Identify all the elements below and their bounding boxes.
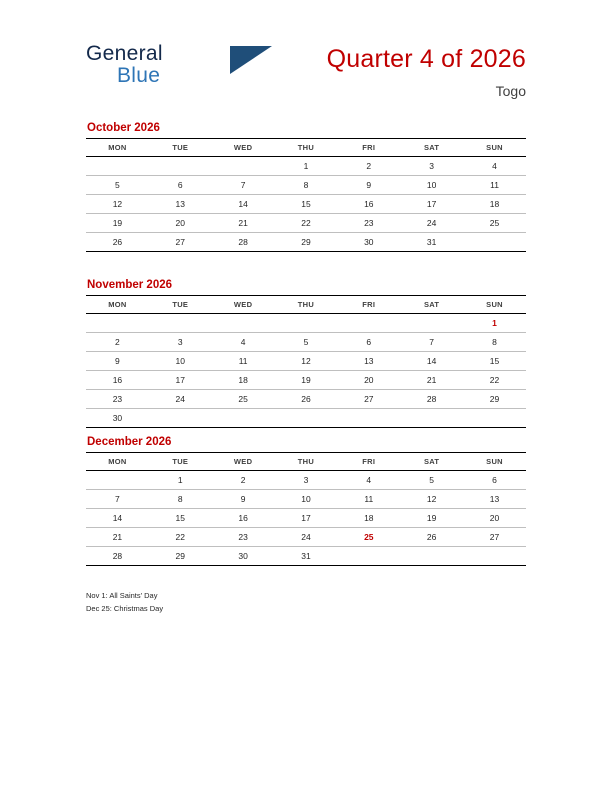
day-cell-empty	[275, 409, 338, 428]
weekday-header: MON	[86, 296, 149, 314]
week-row	[86, 471, 526, 490]
weekday-header: TUE	[149, 139, 212, 157]
weekday-header: THU	[275, 296, 338, 314]
weekday-header: MON	[86, 453, 149, 471]
day-cell: 19	[86, 214, 149, 233]
page-title: Quarter 4 of 2026	[326, 45, 526, 73]
weekday-header: WED	[212, 139, 275, 157]
day-cell: 8	[149, 490, 212, 509]
day-cell: 11	[337, 490, 400, 509]
day-cell: 4	[212, 333, 275, 352]
day-cell: 4	[463, 157, 526, 176]
day-cell: 15	[275, 195, 338, 214]
day-cell: 28	[86, 547, 149, 566]
day-cell: 31	[275, 547, 338, 566]
day-cell: 10	[275, 490, 338, 509]
day-cell: 2	[86, 333, 149, 352]
day-cell: 3	[149, 333, 212, 352]
week-row	[86, 352, 526, 371]
day-cell: 30	[337, 233, 400, 252]
day-cell: 9	[86, 352, 149, 371]
day-cell: 26	[400, 528, 463, 547]
day-cell: 27	[337, 390, 400, 409]
day-cell: 20	[149, 214, 212, 233]
day-cell: 9	[337, 176, 400, 195]
day-cell: 6	[337, 333, 400, 352]
day-cell: 13	[337, 352, 400, 371]
weekday-header: SAT	[400, 296, 463, 314]
day-cell: 7	[212, 176, 275, 195]
month-block-october	[86, 122, 526, 252]
day-cell: 22	[275, 214, 338, 233]
day-cell-empty	[86, 471, 149, 490]
weekday-header: TUE	[149, 453, 212, 471]
day-cell: 12	[400, 490, 463, 509]
day-cell: 24	[400, 214, 463, 233]
day-cell: 12	[86, 195, 149, 214]
day-cell-empty	[212, 314, 275, 333]
day-cell: 17	[149, 371, 212, 390]
week-row	[86, 233, 526, 252]
weekday-header-row	[86, 296, 526, 314]
day-cell-empty	[86, 314, 149, 333]
day-cell: 16	[86, 371, 149, 390]
day-cell: 22	[149, 528, 212, 547]
week-row	[86, 409, 526, 428]
day-cell: 25	[463, 214, 526, 233]
weekday-header: MON	[86, 139, 149, 157]
day-cell: 26	[275, 390, 338, 409]
week-row	[86, 176, 526, 195]
day-cell: 19	[400, 509, 463, 528]
day-cell: 11	[463, 176, 526, 195]
day-cell: 2	[337, 157, 400, 176]
week-row	[86, 528, 526, 547]
month-table	[86, 295, 526, 428]
day-cell: 20	[337, 371, 400, 390]
day-cell: 10	[400, 176, 463, 195]
weekday-header: SUN	[463, 453, 526, 471]
day-cell: 18	[212, 371, 275, 390]
day-cell: 26	[86, 233, 149, 252]
day-cell: 8	[463, 333, 526, 352]
day-cell: 5	[275, 333, 338, 352]
day-cell: 23	[86, 390, 149, 409]
month-title: November 2026	[87, 279, 173, 291]
day-cell: 7	[400, 333, 463, 352]
day-cell: 22	[463, 371, 526, 390]
weekday-header: WED	[212, 296, 275, 314]
weekday-header: FRI	[337, 453, 400, 471]
brand-logo	[86, 42, 276, 90]
day-cell-empty	[463, 409, 526, 428]
day-cell: 3	[400, 157, 463, 176]
weekday-header: SAT	[400, 139, 463, 157]
day-cell: 1	[275, 157, 338, 176]
day-cell-empty	[149, 314, 212, 333]
day-cell: 15	[463, 352, 526, 371]
day-cell: 24	[275, 528, 338, 547]
day-cell-empty	[149, 409, 212, 428]
month-title: December 2026	[87, 436, 172, 448]
day-cell: 8	[275, 176, 338, 195]
week-row	[86, 214, 526, 233]
day-cell: 10	[149, 352, 212, 371]
logo-triangle-icon	[230, 46, 272, 74]
weekday-header-row	[86, 453, 526, 471]
day-cell: 13	[149, 195, 212, 214]
holiday-note: Dec 25: Christmas Day	[86, 604, 164, 613]
week-row	[86, 314, 526, 333]
day-cell: 7	[86, 490, 149, 509]
day-cell: 13	[463, 490, 526, 509]
day-cell-empty	[212, 409, 275, 428]
day-cell-empty	[400, 314, 463, 333]
day-cell-empty	[212, 157, 275, 176]
day-cell: 18	[463, 195, 526, 214]
day-cell: 20	[463, 509, 526, 528]
day-cell-empty	[86, 157, 149, 176]
day-cell: 14	[86, 509, 149, 528]
day-cell: 29	[149, 547, 212, 566]
day-cell-empty	[337, 547, 400, 566]
day-cell: 12	[275, 352, 338, 371]
week-row	[86, 509, 526, 528]
day-cell: 21	[400, 371, 463, 390]
weekday-header: FRI	[337, 296, 400, 314]
day-cell: 29	[275, 233, 338, 252]
day-cell: 23	[212, 528, 275, 547]
day-cell: 1	[149, 471, 212, 490]
day-cell: 23	[337, 214, 400, 233]
month-table	[86, 452, 526, 566]
day-cell: 18	[337, 509, 400, 528]
day-cell: 27	[463, 528, 526, 547]
day-cell: 15	[149, 509, 212, 528]
day-cell-empty	[400, 409, 463, 428]
weekday-header: THU	[275, 139, 338, 157]
day-cell-empty	[337, 314, 400, 333]
holiday-notes	[86, 589, 163, 615]
week-row	[86, 371, 526, 390]
day-cell: 5	[400, 471, 463, 490]
day-cell: 25	[212, 390, 275, 409]
week-row	[86, 547, 526, 566]
day-cell: 6	[149, 176, 212, 195]
day-cell: 21	[212, 214, 275, 233]
week-row	[86, 333, 526, 352]
day-cell: 1	[463, 314, 526, 333]
day-cell: 3	[275, 471, 338, 490]
day-cell: 29	[463, 390, 526, 409]
day-cell: 2	[212, 471, 275, 490]
weekday-header: FRI	[337, 139, 400, 157]
logo-text-general: General	[86, 42, 163, 65]
week-row	[86, 157, 526, 176]
day-cell: 6	[463, 471, 526, 490]
day-cell: 4	[337, 471, 400, 490]
weekday-header-row	[86, 139, 526, 157]
day-cell: 28	[212, 233, 275, 252]
day-cell: 9	[212, 490, 275, 509]
week-row	[86, 490, 526, 509]
logo-text-blue: Blue	[117, 64, 161, 87]
day-cell-empty	[463, 547, 526, 566]
weekday-header: SAT	[400, 453, 463, 471]
weekday-header: SUN	[463, 139, 526, 157]
day-cell: 14	[400, 352, 463, 371]
weekday-header: TUE	[149, 296, 212, 314]
day-cell: 31	[400, 233, 463, 252]
day-cell: 16	[337, 195, 400, 214]
day-cell-empty	[337, 409, 400, 428]
weekday-header: THU	[275, 453, 338, 471]
month-table	[86, 138, 526, 252]
holiday-note: Nov 1: All Saints' Day	[86, 591, 158, 600]
month-title: October 2026	[87, 122, 160, 134]
day-cell-empty	[463, 233, 526, 252]
day-cell: 21	[86, 528, 149, 547]
day-cell: 30	[212, 547, 275, 566]
month-block-december	[86, 436, 526, 566]
day-cell: 25	[337, 528, 400, 547]
week-row	[86, 195, 526, 214]
weekday-header: SUN	[463, 296, 526, 314]
day-cell: 14	[212, 195, 275, 214]
day-cell: 11	[212, 352, 275, 371]
day-cell: 28	[400, 390, 463, 409]
month-block-november	[86, 279, 526, 428]
day-cell-empty	[149, 157, 212, 176]
day-cell: 24	[149, 390, 212, 409]
day-cell-empty	[275, 314, 338, 333]
day-cell: 5	[86, 176, 149, 195]
day-cell: 30	[86, 409, 149, 428]
day-cell: 27	[149, 233, 212, 252]
day-cell: 17	[400, 195, 463, 214]
weekday-header: WED	[212, 453, 275, 471]
day-cell: 16	[212, 509, 275, 528]
day-cell: 17	[275, 509, 338, 528]
page-subtitle: Togo	[495, 83, 526, 99]
day-cell-empty	[400, 547, 463, 566]
day-cell: 19	[275, 371, 338, 390]
week-row	[86, 390, 526, 409]
